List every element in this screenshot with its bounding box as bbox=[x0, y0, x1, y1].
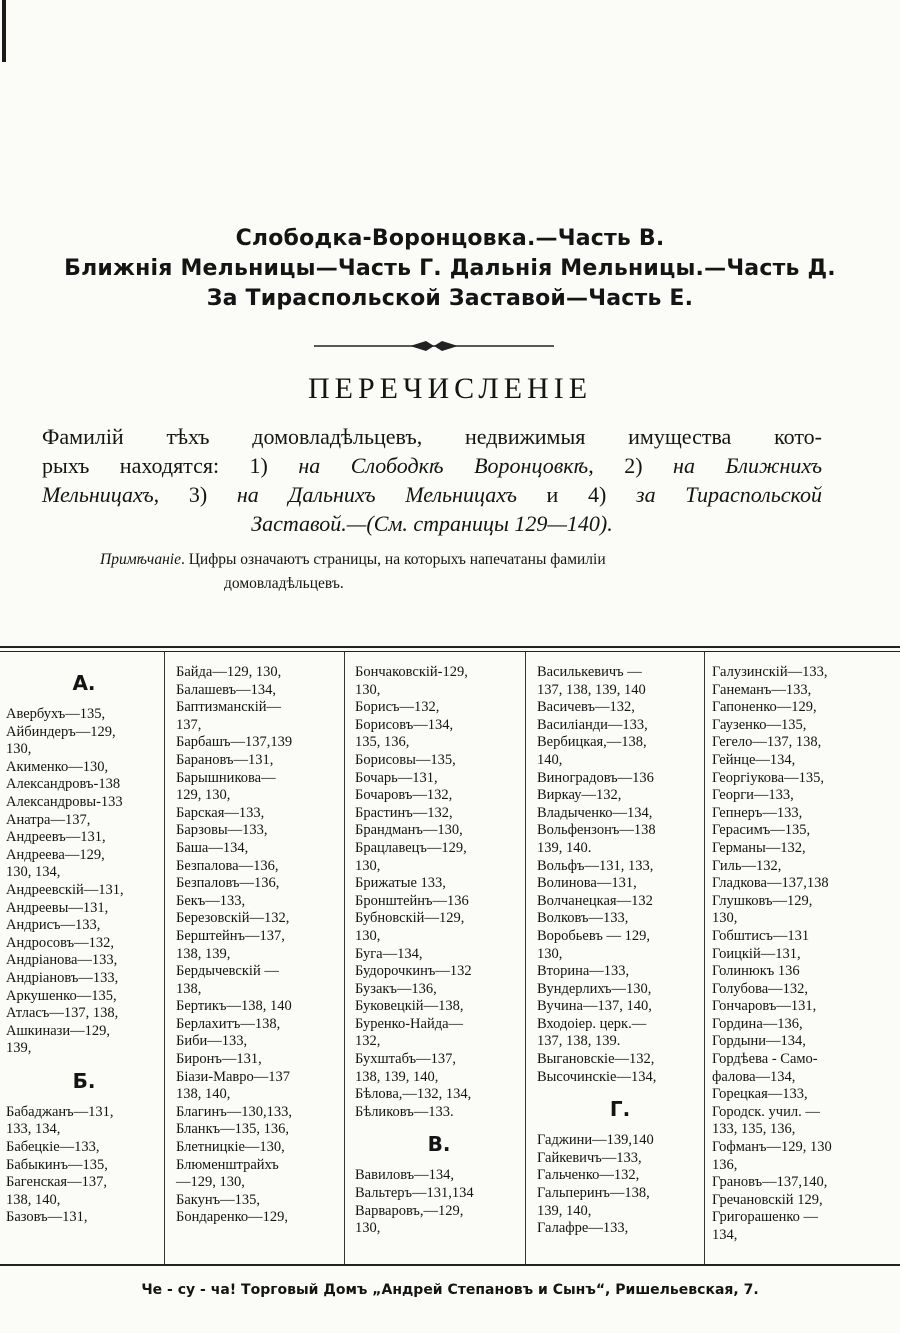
index-entry: 130, bbox=[712, 910, 738, 927]
index-column-1 bbox=[6, 664, 162, 1227]
index-entry: Гайкевичъ—133, bbox=[537, 1149, 642, 1166]
index-entry: Гордина—136, bbox=[712, 1015, 803, 1032]
index-entry: Борисовы—135, bbox=[355, 751, 456, 768]
index-entry: Бабыкинъ—135, bbox=[6, 1156, 108, 1173]
index-entry: Вундерлихъ—130, bbox=[537, 980, 652, 997]
index-entry: Гоицкій—131, bbox=[712, 945, 801, 962]
index-entry: Брижатые 133, bbox=[355, 875, 446, 892]
index-entry: 133, 134, bbox=[6, 1121, 61, 1138]
index-entry: Виркау—132, bbox=[537, 787, 622, 804]
index-entry: 138, 140, bbox=[176, 1086, 231, 1103]
index-entry: Василькевичъ — bbox=[537, 664, 642, 680]
index-entry: Буренко-Найда— bbox=[355, 1015, 464, 1032]
index-entry: Баптизманскій— bbox=[176, 699, 281, 716]
index-entry: Гепнеръ—133, bbox=[712, 804, 803, 821]
index-entry: Георгіукова—135, bbox=[712, 769, 824, 786]
index-entry: Будорочкинъ—132 bbox=[355, 963, 472, 980]
index-entry: —129, 130, bbox=[176, 1174, 245, 1191]
page-edge-mark bbox=[2, 0, 6, 62]
section-letter-heading: В. bbox=[427, 1132, 451, 1157]
index-entry: Багенская—137, bbox=[6, 1174, 107, 1191]
index-entry: 138, 140, bbox=[6, 1191, 61, 1208]
index-entry: Борисъ—132, bbox=[355, 699, 440, 716]
index-entry: 139, 140, bbox=[537, 1202, 592, 1219]
index-entry: Брандманъ—130, bbox=[355, 822, 463, 839]
section-letter-heading: Б. bbox=[72, 1068, 96, 1093]
index-entry: Безпаловъ—136, bbox=[176, 875, 280, 892]
index-entry: Бертикъ—138, 140 bbox=[176, 998, 292, 1015]
page-title: ПЕРЕЧИСЛЕНІЕ bbox=[307, 372, 593, 405]
index-entry: Вучина—137, 140, bbox=[537, 998, 652, 1015]
index-column-5 bbox=[712, 664, 898, 1245]
index-entry: Буга—134, bbox=[355, 945, 423, 962]
index-entry: 130, bbox=[355, 857, 381, 874]
index-entry: Горецкая—133, bbox=[712, 1086, 808, 1103]
index-entry: Биронъ—131, bbox=[176, 1051, 262, 1068]
section-letter-heading: Г. bbox=[609, 1097, 631, 1122]
index-entry: Гапоненко—129, bbox=[712, 699, 817, 716]
index-entry: Ашкинази—129, bbox=[6, 1022, 110, 1039]
index-entry: Гейнце—134, bbox=[712, 751, 796, 768]
index-entry: Волинова—131, bbox=[537, 875, 637, 892]
intro-text-span: рыхъ находятся: 1) bbox=[42, 453, 299, 478]
index-entry: Виноградовъ—136 bbox=[537, 769, 654, 786]
note-line-1 bbox=[100, 548, 820, 572]
column-divider bbox=[704, 652, 705, 1264]
heading-part-g-d: Ближнія Мельницы—Часть Г. Дальнія Мельницы.—Часть Д. bbox=[64, 256, 836, 281]
index-entry: Барзовы—133, bbox=[176, 822, 268, 839]
index-entry: Васичевъ—132, bbox=[537, 699, 635, 716]
index-entry: Гордѣева - Само- bbox=[712, 1051, 818, 1068]
index-entry: Гаджини—139,140 bbox=[537, 1132, 654, 1149]
intro-italic-span: на Дальнихъ Мельницахъ bbox=[236, 482, 517, 507]
index-entry: Базовъ—131, bbox=[6, 1209, 88, 1226]
index-entry: Берлахитъ—138, bbox=[176, 1015, 281, 1032]
index-entry: Голубова—132, bbox=[712, 980, 809, 997]
index-entry: Андросовъ—132, bbox=[6, 934, 115, 951]
index-entry: 138, 139, 140, bbox=[355, 1068, 439, 1085]
index-entry: Гончаровъ—131, bbox=[712, 998, 817, 1015]
intro-line-4 bbox=[42, 509, 822, 538]
index-entry: Галузинскій—133, bbox=[712, 664, 828, 680]
index-entry: Борисовъ—134, bbox=[355, 716, 454, 733]
index-entry: Андреевы—131, bbox=[6, 899, 109, 916]
intro-line-2 bbox=[42, 451, 822, 480]
intro-italic-span: на Слободкѣ Воронцовкѣ bbox=[298, 453, 589, 478]
index-entry: Григорашенко — bbox=[712, 1209, 819, 1226]
index-entry: Гладкова—137,138 bbox=[712, 875, 829, 892]
index-entry: Грановъ—137,140, bbox=[712, 1174, 828, 1191]
index-entry: 130, 134, bbox=[6, 864, 61, 881]
index-entry: Варваровъ,—129, bbox=[355, 1202, 464, 1219]
index-entry: Брастинъ—132, bbox=[355, 804, 453, 821]
index-entry: Городск. учил. — bbox=[712, 1103, 820, 1120]
table-top-rule-thin bbox=[0, 651, 900, 652]
index-entry: Гальперинъ—138, bbox=[537, 1185, 650, 1202]
index-entry: Бѣлова,—132, 134, bbox=[355, 1086, 472, 1103]
index-entry: 132, bbox=[355, 1033, 381, 1050]
index-entry: Бабецкіе—133, bbox=[6, 1139, 100, 1156]
index-entry: Андреева—129, bbox=[6, 846, 105, 863]
index-entry: Бубновскій—129, bbox=[355, 910, 465, 927]
index-entry: Василіанди—133, bbox=[537, 716, 648, 733]
index-entry: Бабаджанъ—131, bbox=[6, 1103, 114, 1120]
index-entry: 137, 138, 139. bbox=[537, 1033, 621, 1050]
index-entry: Бондаренко—129, bbox=[176, 1209, 289, 1226]
index-entry: Байда—129, 130, bbox=[176, 664, 282, 680]
index-entry: Бѣликовъ—133. bbox=[355, 1103, 454, 1120]
index-entry: Гегело—137, 138, bbox=[712, 734, 822, 751]
index-entry: Благинъ—130,133, bbox=[176, 1103, 293, 1120]
index-entry: Герасимъ—135, bbox=[712, 822, 811, 839]
index-entry: Андрисъ—133, bbox=[6, 917, 101, 934]
index-entry: Георги—133, bbox=[712, 787, 794, 804]
index-entry: 130, bbox=[537, 945, 563, 962]
index-entry: Гиль—132, bbox=[712, 857, 782, 874]
index-entry: Баша—134, bbox=[176, 839, 249, 856]
index-entry: Волковъ—133, bbox=[537, 910, 629, 927]
index-entry: Вавиловъ—134, bbox=[355, 1167, 455, 1184]
column-divider bbox=[525, 652, 526, 1264]
index-entry: Бузакъ—136, bbox=[355, 980, 437, 997]
index-entry: Глушковъ—129, bbox=[712, 892, 813, 909]
index-entry: Бланкъ—135, 136, bbox=[176, 1121, 289, 1138]
index-entry: Вербицкая,—138, bbox=[537, 734, 647, 751]
index-entry: Акименко—130, bbox=[6, 758, 109, 775]
index-entry: Андріанова—133, bbox=[6, 952, 118, 969]
index-entry: 133, 135, 136, bbox=[712, 1121, 796, 1138]
index-entry: Вольфъ—131, 133, bbox=[537, 857, 654, 874]
index-entry: Воробьевъ — 129, bbox=[537, 927, 650, 944]
note-label: Примѣчаніе bbox=[100, 551, 181, 568]
intro-italic-span: Мельницахъ bbox=[42, 482, 154, 507]
index-entry: Гречановскій 129, bbox=[712, 1191, 823, 1208]
index-entry: Атласъ—137, 138, bbox=[6, 1005, 119, 1022]
index-entry: 137, 138, 139, 140 bbox=[537, 681, 646, 698]
column-divider bbox=[164, 652, 165, 1264]
index-entry: Голинюкъ 136 bbox=[712, 963, 800, 980]
index-entry: Германы—132, bbox=[712, 839, 806, 856]
index-entry: Безпалова—136, bbox=[176, 857, 279, 874]
index-entry: Андреевскій—131, bbox=[6, 881, 124, 898]
index-entry: Александровъ-138 bbox=[6, 776, 121, 793]
index-entry: Выгановскіе—132, bbox=[537, 1051, 655, 1068]
table-bottom-rule bbox=[0, 1264, 900, 1266]
index-entry: Волчанецкая—132 bbox=[537, 892, 653, 909]
index-entry: 137, bbox=[176, 716, 202, 733]
index-entry: Вальтеръ—131,134 bbox=[355, 1185, 474, 1202]
index-entry: Брацлавецъ—129, bbox=[355, 839, 467, 856]
index-entry: 135, 136, bbox=[355, 734, 410, 751]
index-entry: Андріановъ—133, bbox=[6, 969, 119, 986]
index-entry: Бухштабъ—137, bbox=[355, 1051, 456, 1068]
index-entry: Буковецкій—138, bbox=[355, 998, 464, 1015]
index-entry: Бекъ—133, bbox=[176, 892, 246, 909]
index-entry: Входоіер. церк.— bbox=[537, 1015, 647, 1032]
index-entry: Біази-Мавро—137 bbox=[176, 1068, 291, 1085]
index-entry: Барышникова— bbox=[176, 769, 276, 786]
intro-text-span: и 4) bbox=[516, 482, 636, 507]
index-entry: Берштейнъ—137, bbox=[176, 927, 285, 944]
index-entry: Барская—133, bbox=[176, 804, 265, 821]
index-entry: Высочинскіе—134, bbox=[537, 1068, 657, 1085]
index-entry: Гаузенко—135, bbox=[712, 716, 807, 733]
index-entry: Анатра—137, bbox=[6, 811, 91, 828]
intro-italic-span: на Ближнихъ bbox=[673, 453, 823, 478]
index-entry: 136, bbox=[712, 1156, 738, 1173]
index-entry: Андреевъ—131, bbox=[6, 829, 106, 846]
index-entry: Балашевъ—134, bbox=[176, 681, 277, 698]
ornament-divider bbox=[314, 339, 554, 353]
index-entry: 129, 130, bbox=[176, 787, 231, 804]
index-entry: Александровы-133 bbox=[6, 793, 123, 810]
index-entry: 130, bbox=[355, 681, 381, 698]
index-entry: Вольфензонъ—138 bbox=[537, 822, 656, 839]
index-entry: Авербухъ—135, bbox=[6, 706, 106, 722]
index-entry: 130, bbox=[6, 741, 32, 758]
index-column-2 bbox=[176, 664, 342, 1227]
section-letter-heading: А. bbox=[72, 671, 96, 695]
index-entry: Гофманъ—129, 130 bbox=[712, 1139, 832, 1156]
index-entry: Айбиндеръ—129, bbox=[6, 723, 116, 740]
index-entry: Гальченко—132, bbox=[537, 1167, 640, 1184]
intro-italic-span: за Тираспольской bbox=[636, 482, 822, 507]
index-entry: 130, bbox=[355, 927, 381, 944]
index-entry: Блюменштрайхъ bbox=[176, 1156, 279, 1173]
table-top-rule bbox=[0, 646, 900, 648]
intro-line-1: Фамилій тѣхъ домовладѣльцевъ, недвижимыя имущества кото- bbox=[42, 424, 822, 449]
note-text: . Цифры означаютъ страницы, на которыхъ напечатаны фамиліи bbox=[180, 551, 606, 568]
index-entry: 139, 140. bbox=[537, 839, 592, 856]
index-entry: Бронштейнъ—136 bbox=[355, 892, 469, 909]
index-entry: 140, bbox=[537, 751, 563, 768]
index-entry: Биби—133, bbox=[176, 1033, 248, 1050]
intro-text-span: , 3) bbox=[153, 482, 237, 507]
index-entry: Галафре—133, bbox=[537, 1220, 629, 1237]
index-entry: 130, bbox=[355, 1220, 381, 1237]
index-column-3 bbox=[355, 664, 523, 1238]
index-entry: Гобштисъ—131 bbox=[712, 927, 810, 944]
index-entry: Барбашъ—137,139 bbox=[176, 734, 293, 751]
index-entry: Владыченко—134, bbox=[537, 804, 653, 821]
index-entry: Ганеманъ—133, bbox=[712, 681, 812, 698]
index-entry: Гордыни—134, bbox=[712, 1033, 806, 1050]
advertisement-footer: Че - су - ча! Торговый Домъ „Андрей Степановъ и Сынъ“, Ришельевская, 7. bbox=[141, 1282, 759, 1298]
index-column-4 bbox=[537, 664, 703, 1238]
heading-part-v: Слободка-Воронцовка.—Часть В. bbox=[235, 226, 665, 251]
intro-line-3 bbox=[42, 480, 822, 509]
index-entry: Бончаковскій-129, bbox=[355, 664, 468, 680]
index-entry: Барановъ—131, bbox=[176, 751, 274, 768]
index-entry: 134, bbox=[712, 1227, 738, 1243]
note-line-2: домовладѣльцевъ. bbox=[224, 575, 344, 592]
intro-text-span: , 2) bbox=[588, 453, 674, 478]
index-entry: фалова—134, bbox=[712, 1068, 796, 1085]
index-entry: 139, bbox=[6, 1040, 32, 1057]
index-entry: Березовскій—132, bbox=[176, 910, 290, 927]
index-entry: Вторина—133, bbox=[537, 963, 630, 980]
intro-text bbox=[42, 422, 822, 538]
column-divider bbox=[344, 652, 345, 1264]
part-headings bbox=[0, 224, 900, 314]
index-entry: 138, bbox=[176, 980, 202, 997]
index-entry: Бочаровъ—132, bbox=[355, 787, 453, 804]
index-entry: Аркушенко—135, bbox=[6, 987, 117, 1004]
index-entry: Бочарь—131, bbox=[355, 769, 438, 786]
index-entry: 138, 139, bbox=[176, 945, 231, 962]
heading-part-e: За Тираспольской Заставой—Часть Е. bbox=[206, 286, 694, 311]
intro-italic-span: Заставой.—(См. страницы 129—140). bbox=[251, 511, 613, 536]
index-entry: Бакунъ—135, bbox=[176, 1191, 260, 1208]
index-entry: Блетницкіе—130, bbox=[176, 1139, 285, 1156]
footnote bbox=[100, 548, 820, 596]
index-entry: Бердычевскій — bbox=[176, 963, 279, 980]
